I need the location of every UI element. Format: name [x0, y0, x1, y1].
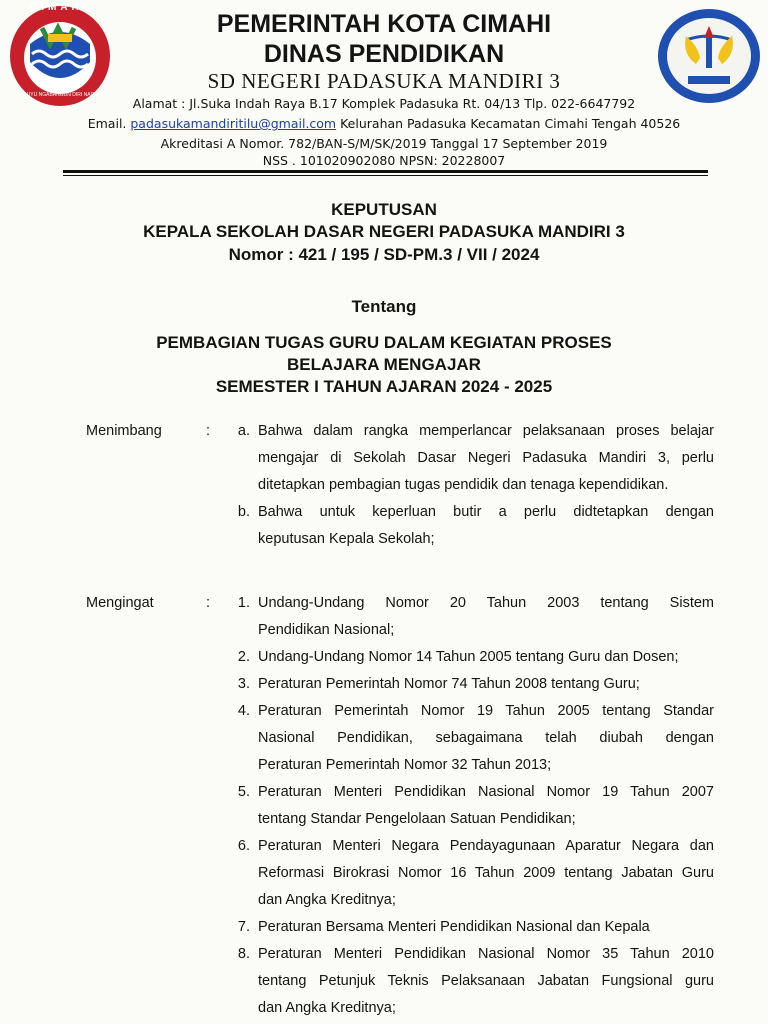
mengingat-label: Mengingat: [86, 595, 154, 611]
about-label: Tentang: [351, 297, 417, 316]
government-name: PEMERINTAH KOTA CIMAHI: [216, 10, 552, 38]
decree-topic-line2: BELAJARA MENGAJAR: [287, 355, 481, 374]
mengingat-item-line: Peraturan Bersama Menteri Pendidikan Nasional dan Kepala: [258, 919, 650, 935]
menimbang-item-line: mengajar di Sekolah Dasar Negeri Padasuka Mandiri 3, perlu: [258, 450, 714, 466]
decree-topic-line1: PEMBAGIAN TUGAS GURU DALAM KEGIATAN PROSES: [156, 333, 612, 352]
email-line: [0, 116, 768, 131]
email-label: Email.: [87, 116, 127, 131]
mengingat-item-line: Peraturan Pemerintah Nomor 74 Tahun 2008 tentang Guru;: [258, 676, 640, 692]
mengingat-item-line: Nasional Pendidikan, sebagaimana telah diubah dengan: [258, 730, 714, 746]
mengingat-item-line: tentang Petunjuk Teknis Pelaksanaan Jabatan Fungsional guru: [258, 973, 714, 989]
email-link[interactable]: padasukamandiritilu@gmail.com: [130, 116, 337, 131]
mengingat-item-line: Peraturan Menteri Pendidikan Nasional Nomor 35 Tahun 2010: [258, 946, 714, 962]
decree-title: KEPUTUSAN: [331, 200, 437, 219]
menimbang-colon: :: [206, 423, 211, 439]
letterhead-rule-thick: [63, 170, 708, 173]
menimbang-label: Menimbang: [86, 423, 162, 439]
mengingat-item-line: Reformasi Birokrasi Nomor 16 Tahun 2009 tentang Jabatan Guru: [258, 865, 714, 881]
menimbang-item-line: ditetapkan pembagian tugas pendidik dan tenaga kependidikan.: [258, 477, 669, 493]
school-address: Alamat : Jl.Suka Indah Raya B.17 Komplek Padasuka Rt. 04/13 Tlp. 022-6647792: [132, 96, 636, 111]
mengingat-item-line: Undang-Undang Nomor 14 Tahun 2005 tentang Guru dan Dosen;: [258, 649, 679, 665]
mengingat-item-line: tentang Standar Pengelolaan Satuan Pendidikan;: [258, 811, 576, 827]
mengingat-item-mark: 2.: [237, 649, 250, 665]
nss-npsn: NSS . 101020902080 NPSN: 20228007: [262, 153, 506, 168]
menimbang-item-line: Bahwa untuk keperluan butir a perlu didtetapkan dengan: [258, 504, 714, 520]
menimbang-item-mark: b.: [237, 504, 250, 520]
mengingat-item-mark: 6.: [237, 838, 250, 854]
mengingat-item-mark: 1.: [237, 595, 250, 611]
email-rest: Kelurahan Padasuka Kecamatan Cimahi Tengah 40526: [340, 116, 681, 131]
accreditation: Akreditasi A Nomor. 782/BAN-S/M/SK/2019 Tanggal 17 September 2019: [160, 136, 608, 151]
department-name: DINAS PENDIDIKAN: [263, 40, 505, 68]
mengingat-item-mark: 7.: [237, 919, 250, 935]
letterhead-rule-thin: [63, 175, 708, 176]
mengingat-item-line: Peraturan Pemerintah Nomor 32 Tahun 2013;: [258, 757, 552, 773]
city-motto: SALUYU NGABANGUN DIRI NAGARA: [17, 92, 105, 98]
mengingat-item-line: Undang-Undang Nomor 20 Tahun 2003 tentang Sistem: [258, 595, 714, 611]
decree-subtitle: KEPALA SEKOLAH DASAR NEGERI PADASUKA MANDIRI 3: [143, 222, 625, 241]
mengingat-item-line: dan Angka Kreditnya;: [258, 1000, 396, 1016]
decree-number: Nomor : 421 / 195 / SD-PM.3 / VII / 2024: [228, 245, 540, 264]
mengingat-colon: :: [206, 595, 211, 611]
mengingat-item-line: Pendidikan Nasional;: [258, 622, 395, 638]
menimbang-item-line: Bahwa dalam rangka memperlancar pelaksanaan proses belajar: [258, 423, 714, 439]
mengingat-item-line: Peraturan Menteri Negara Pendayagunaan Aparatur Negara dan: [258, 838, 714, 854]
mengingat-item-mark: 8.: [237, 946, 250, 962]
mengingat-item-line: Peraturan Pemerintah Nomor 19 Tahun 2005 tentang Standar: [258, 703, 714, 719]
mengingat-item-line: dan Angka Kreditnya;: [258, 892, 396, 908]
mengingat-item-mark: 4.: [237, 703, 250, 719]
city-logo-text: CIMAHI: [30, 2, 90, 13]
mengingat-item-mark: 3.: [237, 676, 250, 692]
menimbang-item-mark: a.: [237, 423, 250, 439]
mengingat-item-line: Peraturan Menteri Pendidikan Nasional Nomor 19 Tahun 2007: [258, 784, 714, 800]
mengingat-item-mark: 5.: [237, 784, 250, 800]
decree-topic-line3: SEMESTER I TAHUN AJARAN 2024 - 2025: [215, 377, 553, 396]
school-name: SD NEGERI PADASUKA MANDIRI 3: [207, 69, 561, 93]
menimbang-item-line: keputusan Kepala Sekolah;: [258, 531, 435, 547]
